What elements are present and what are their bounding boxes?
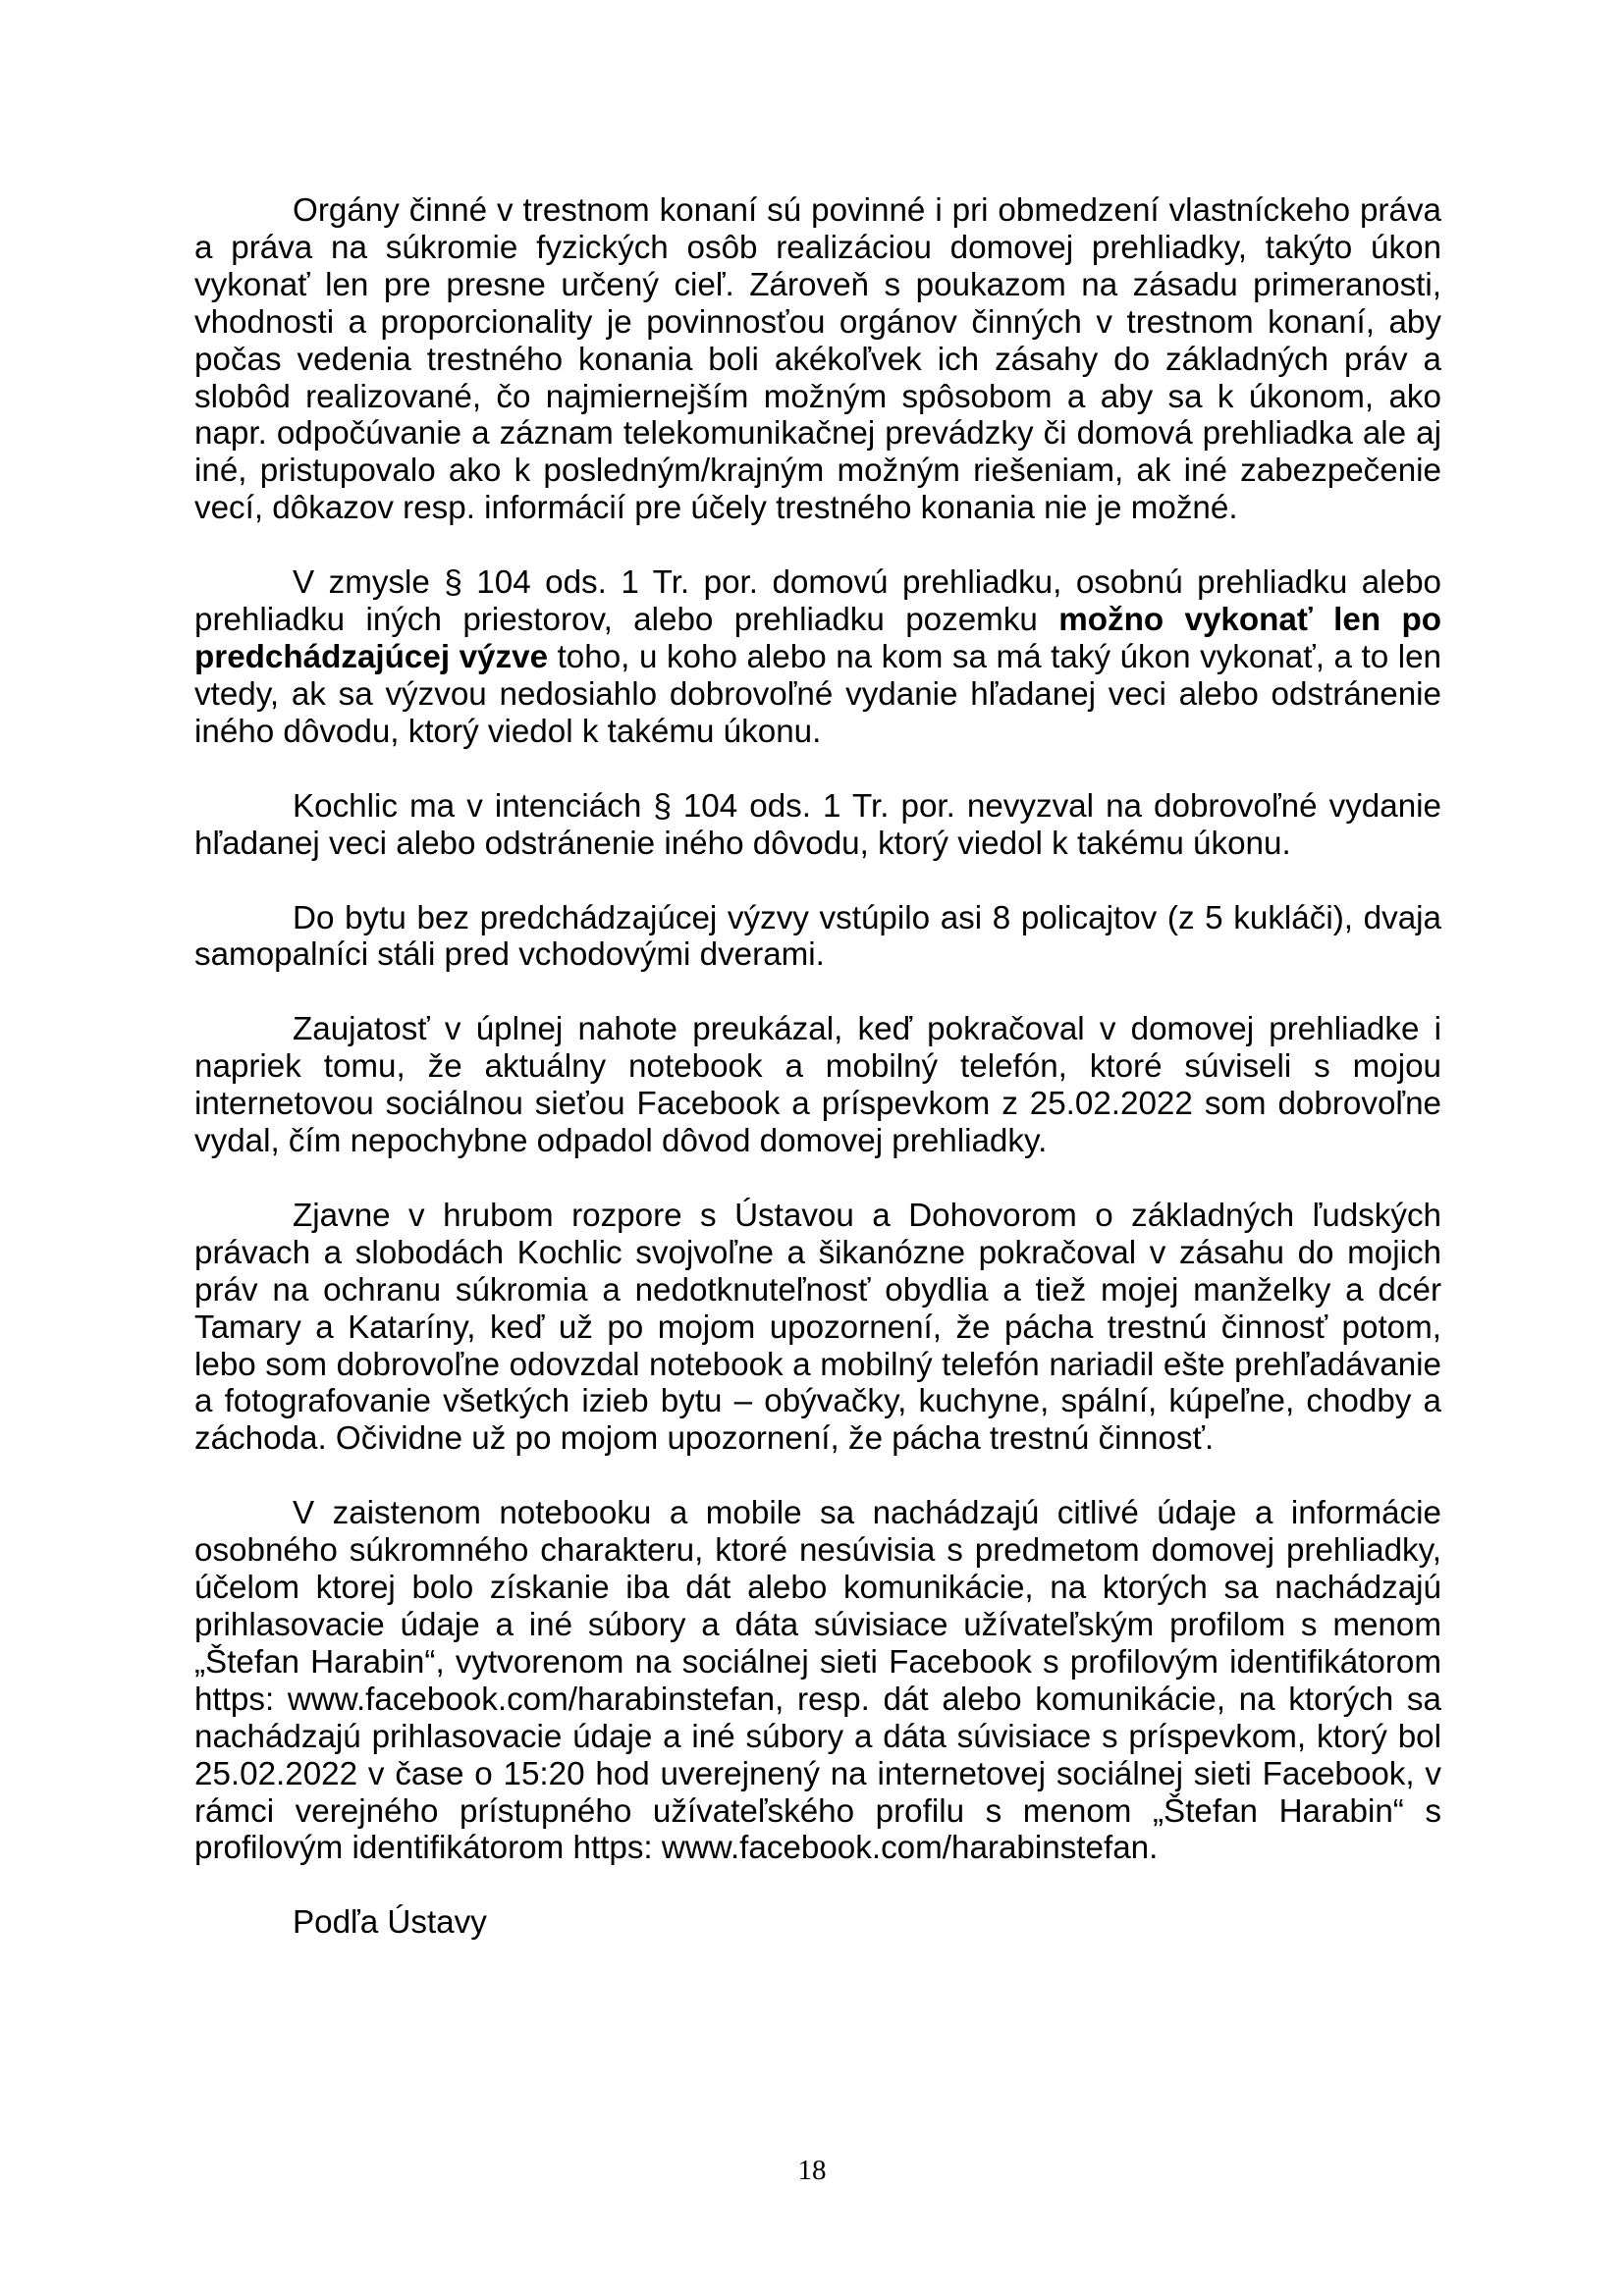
paragraph-1: Orgány činné v trestnom konaní sú povinné i pri obmedzení vlastníckeho práva a práva na súkromie fyzických osôb realizáciou domovej prehliadky, takýto úkon vykonať len pre presne určený cieľ. Zároveň s poukazom na zásadu primeranosti, vhodnosti a proporcionality je povinnosťou orgánov činných v trestnom konaní, aby počas vedenia trestného konania boli akékoľvek ich zásahy do základných práv a slobôd realizované, čo najmiernejším možným spôsobom a aby sa k úkonom, ako napr. odpočúvanie a záznam telekomunikačnej prevádzky či domová prehliadka ale aj iné, pristupovalo ako k posledným/krajným možným riešeniam, ak iné zabezpečenie vecí, dôkazov resp. informácií pre účely trestného konania nie je možné. bbox=[194, 192, 1441, 527]
paragraph-3: Kochlic ma v intenciách § 104 ods. 1 Tr. por. nevyzval na dobrovoľné vydanie hľadanej veci alebo odstránenie iného dôvodu, ktorý viedol k takému úkonu. bbox=[194, 787, 1441, 862]
paragraph-2: V zmysle § 104 ods. 1 Tr. por. domovú prehliadku, osobnú prehliadku alebo prehliadku iných priestorov, alebo prehliadku pozemku možno vykonať len po predchádzajúcej výzve toho, u koho alebo na kom sa má taký úkon vykonať, a to len vtedy, ak sa výzvou nedosiahlo dobrovoľné vydanie hľadanej veci alebo odstránenie iného dôvodu, ktorý viedol k takému úkonu. bbox=[194, 564, 1441, 750]
paragraph-4: Do bytu bez predchádzajúcej výzvy vstúpilo asi 8 policajtov (z 5 kukláči), dvaja samopalníci stáli pred vchodovými dverami. bbox=[194, 899, 1441, 974]
paragraph-7: V zaistenom notebooku a mobile sa nachádzajú citlivé údaje a informácie osobného súkromného charakteru, ktoré nesúvisia s predmetom domovej prehliadky, účelom ktorej bolo získanie iba dát alebo komunikácie, na ktorých sa nachádzajú prihlasovacie údaje a iné súbory a dáta súvisiace užívateľským profilom s menom „Štefan Harabin“, vytvorenom na sociálnej sieti Facebook s profilovým identifikátorom https: www.facebook.com/harabinstefan, resp. dát alebo komunikácie, na ktorých sa nachádzajú prihlasovacie údaje a iné súbory a dáta súvisiace s príspevkom, ktorý bol 25.02.2022 v čase o 15:20 hod uverejnený na internetovej sociálnej sieti Facebook, v rámci verejného prístupného užívateľského profilu s menom „Štefan Harabin“ s profilovým identifikátorom https: www.facebook.com/harabinstefan. bbox=[194, 1495, 1441, 1867]
bold-emphasis: možno vykonať len po predchádzajúcej výzve bbox=[194, 602, 1441, 675]
paragraph-5: Zaujatosť v úplnej nahote preukázal, keď pokračoval v domovej prehliadke i napriek tomu, že aktuálny notebook a mobilný telefón, ktoré súviseli s mojou internetovou sociálnou sieťou Facebook a príspevkom z 25.02.2022 som dobrovoľne vydal, čím nepochybne odpadol dôvod domovej prehliadky. bbox=[194, 1011, 1441, 1160]
paragraph-6: Zjavne v hrubom rozpore s Ústavou a Dohovorom o základných ľudských právach a slobodách Kochlic svojvoľne a šikanózne pokračoval v zásahu do mojich práv na ochranu súkromia a nedotknuteľnosť obydlia a tiež mojej manželky a dcér Tamary a Kataríny, keď už po mojom upozornení, že pácha trestnú činnosť potom, lebo som dobrovoľne odovzdal notebook a mobilný telefón nariadil ešte prehľadávanie a fotografovanie všetkých izieb bytu – obývačky, kuchyne, spální, kúpeľne, chodby a záchoda. Očividne už po mojom upozornení, že pácha trestnú činnosť. bbox=[194, 1197, 1441, 1458]
document-body bbox=[194, 192, 1441, 1942]
page-number: 18 bbox=[797, 2155, 827, 2186]
paragraph-8: Podľa Ústavy bbox=[293, 1904, 487, 1942]
